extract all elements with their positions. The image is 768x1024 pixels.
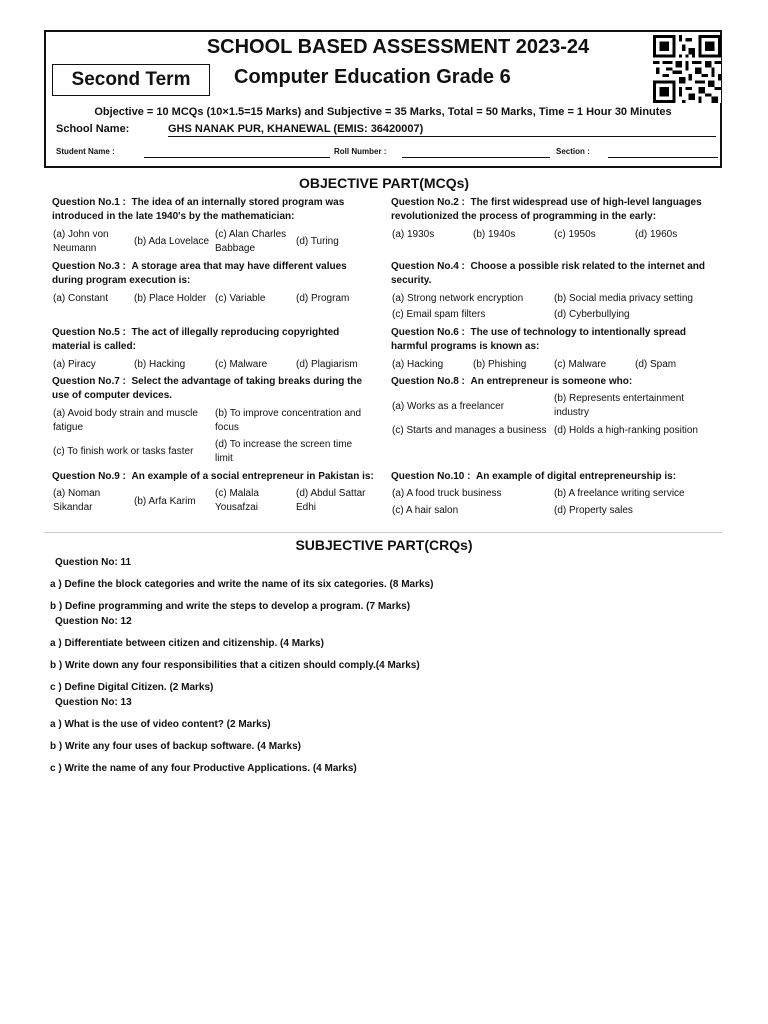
option-5d: (d) Plagiarism	[296, 359, 358, 370]
header-box	[44, 30, 722, 168]
option-10a: (a) A food truck business	[392, 488, 502, 499]
option-7a: (a) Avoid body strain and muscle fatigue	[53, 408, 198, 433]
option-10c: (c) A hair salon	[392, 505, 459, 516]
subject-title: Computer Education Grade 6	[234, 66, 511, 88]
question-10: Question No.10 : An example of digital entrepreneurship is:	[391, 471, 677, 482]
student-name-field[interactable]	[144, 157, 330, 158]
option-5c: (c) Malware	[215, 359, 268, 370]
question-3: Question No.3 : A storage area that may have different values during program execution is:	[52, 261, 347, 286]
question-8: Question No.8 : An entrepreneur is someone who:	[391, 376, 633, 387]
option-3c: (c) Variable	[215, 293, 266, 304]
question-13-part-b: b ) Write any four uses of backup software. (4 Marks)	[50, 741, 301, 752]
question-11-part-b: b ) Define programming and write the steps to develop a program. (7 Marks)	[50, 601, 411, 612]
term-label: Second Term	[52, 64, 210, 96]
student-name-label: Student Name :	[56, 147, 115, 156]
question-9: Question No.9 : An example of a social entrepreneur in Pakistan is:	[52, 471, 374, 482]
option-1a: (a) John von Neumann	[53, 229, 109, 254]
option-4c: (c) Email spam filters	[392, 309, 486, 320]
question-1: Question No.1 : The idea of an internally stored program was introduced in the late 1940's by the mathematician:	[52, 197, 345, 222]
question-12-part-b: b ) Write down any four responsibilities that a citizen should comply.(4 Marks)	[50, 660, 420, 671]
section-label: Section :	[556, 147, 590, 156]
option-2b: (b) 1940s	[473, 229, 516, 240]
option-4d: (d) Cyberbullying	[554, 309, 630, 320]
option-1c: (c) Alan Charles Babbage	[215, 229, 287, 254]
option-7d: (d) To increase the screen time limit	[215, 439, 353, 464]
roll-number-label: Roll Number :	[334, 147, 387, 156]
option-8a: (a) Works as a freelancer	[392, 401, 505, 412]
question-11-part-a: a ) Define the block categories and write the name of its six categories. (8 Marks)	[50, 579, 434, 590]
option-3a: (a) Constant	[53, 293, 109, 304]
option-10d: (d) Property sales	[554, 505, 633, 516]
option-9d: (d) Abdul Sattar Edhi	[296, 488, 366, 513]
option-5b: (b) Hacking	[134, 359, 186, 370]
option-4b: (b) Social media privacy setting	[554, 293, 693, 304]
question-12-number: Question No: 12	[55, 616, 132, 627]
option-6a: (a) Hacking	[392, 359, 444, 370]
option-7b: (b) To improve concentration and focus	[215, 408, 362, 433]
option-9a: (a) Noman Sikandar	[53, 488, 101, 513]
question-4: Question No.4 : Choose a possible risk related to the internet and security.	[391, 261, 705, 286]
option-6c: (c) Malware	[554, 359, 607, 370]
option-4a: (a) Strong network encryption	[392, 293, 524, 304]
option-6d: (d) Spam	[635, 359, 677, 370]
option-8b: (b) Represents entertainment industry	[554, 393, 685, 418]
option-5a: (a) Piracy	[53, 359, 96, 370]
marks-distribution: Objective = 10 MCQs (10×1.5=15 Marks) and Subjective = 35 Marks, Total = 50 Marks, Time = 1 Hour 30 Minutes	[94, 106, 672, 118]
option-6b: (b) Phishing	[473, 359, 527, 370]
option-2a: (a) 1930s	[392, 229, 435, 240]
assessment-title: SCHOOL BASED ASSESSMENT 2023-24	[206, 36, 590, 58]
roll-number-field[interactable]	[402, 157, 550, 158]
option-7c: (c) To finish work or tasks faster	[53, 446, 194, 457]
option-1b: (b) Ada Lovelace	[134, 236, 210, 247]
school-name-label: School Name:	[56, 123, 130, 135]
section-divider	[44, 532, 722, 533]
option-10b: (b) A freelance writing service	[554, 488, 685, 499]
option-8d: (d) Holds a high-ranking position	[554, 425, 698, 436]
question-7: Question No.7 : Select the advantage of taking breaks during the use of computer devices.	[52, 376, 363, 401]
question-12-part-a: a ) Differentiate between citizen and citizenship. (4 Marks)	[50, 638, 324, 649]
subjective-heading: SUBJECTIVE PART(CRQs)	[295, 537, 473, 553]
question-13-part-a: a ) What is the use of video content? (2 Marks)	[50, 719, 271, 730]
option-9b: (b) Arfa Karim	[134, 496, 196, 507]
option-3d: (d) Program	[296, 293, 350, 304]
question-13-number: Question No: 13	[55, 697, 132, 708]
objective-heading: OBJECTIVE PART(MCQs)	[298, 175, 470, 191]
option-9c: (c) Malala Yousafzai	[215, 488, 259, 513]
option-2c: (c) 1950s	[554, 229, 596, 240]
question-2: Question No.2 : The first widespread use of high-level languages revolutionized the process of programming in the early:	[391, 197, 702, 222]
qr-code-icon	[652, 35, 722, 103]
option-3b: (b) Place Holder	[134, 293, 207, 304]
question-5: Question No.5 : The act of illegally reproducing copyrighted material is called:	[52, 327, 340, 352]
option-8c: (c) Starts and manages a business	[392, 425, 547, 436]
question-13-part-c: c ) Write the name of any four Productive Applications. (4 Marks)	[50, 763, 357, 774]
question-6: Question No.6 : The use of technology to intentionally spread harmful programs is known as:	[391, 327, 687, 352]
question-11-number: Question No: 11	[55, 557, 132, 568]
school-name-value: GHS NANAK PUR, KHANEWAL (EMIS: 36420007)	[168, 123, 716, 137]
question-12-part-c: c ) Define Digital Citizen. (2 Marks)	[50, 682, 214, 693]
option-2d: (d) 1960s	[635, 229, 678, 240]
option-1d: (d) Turing	[296, 236, 339, 247]
section-field[interactable]	[608, 157, 718, 158]
